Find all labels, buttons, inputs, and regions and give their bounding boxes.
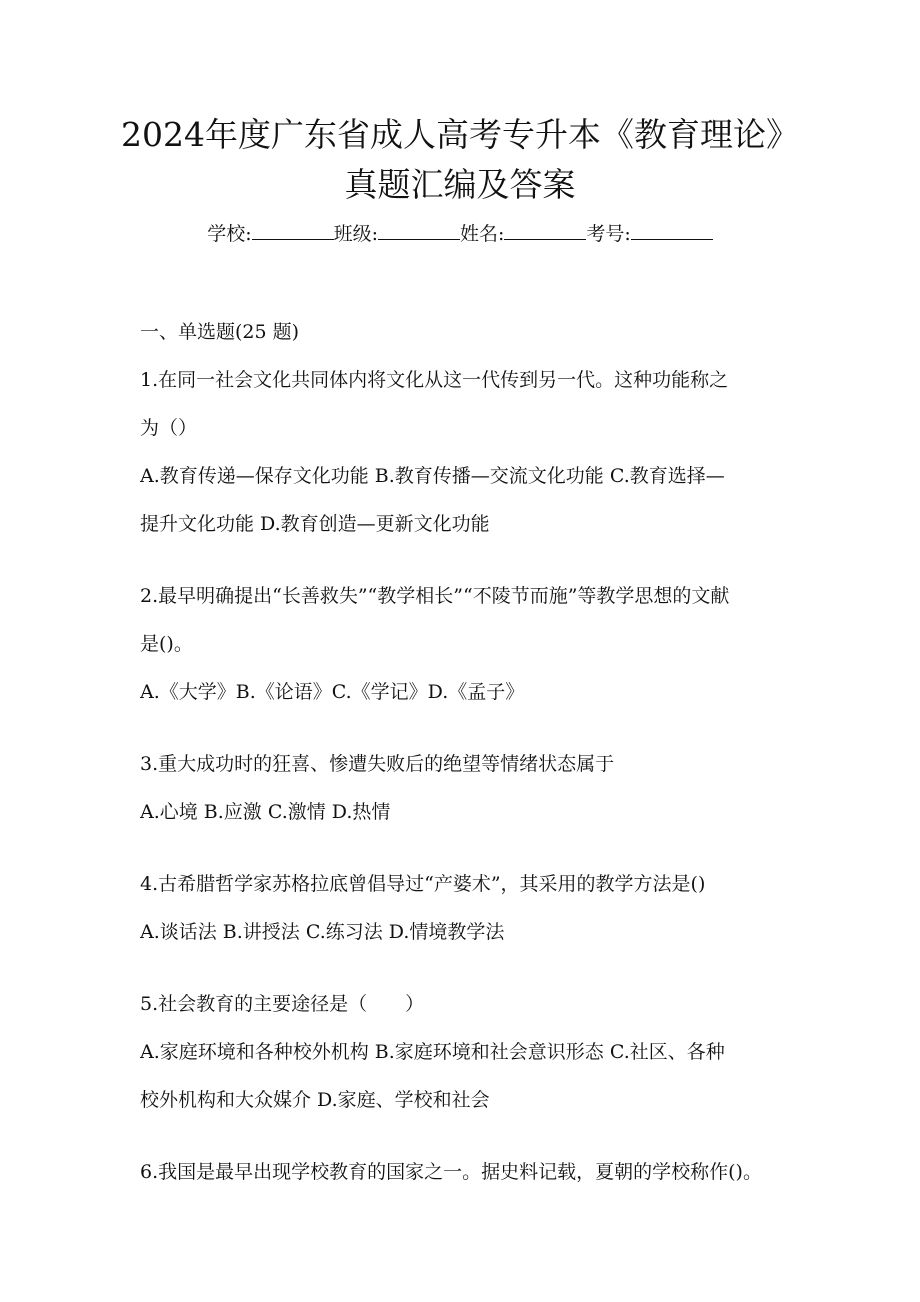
document-title-line-1: 2024年度广东省成人高考专升本《教育理论》	[121, 115, 799, 154]
question-1-options-line-2: 提升文化功能 D.教育创造—更新文化功能	[140, 513, 490, 535]
question-4-options: A.谈话法 B.讲授法 C.练习法 D.情境教学法	[140, 921, 505, 943]
question-1-options-line-1: A.教育传递—保存文化功能 B.教育传播—交流文化功能 C.教育选择—	[140, 465, 725, 487]
name-blank	[504, 221, 586, 240]
question-1-line-1: 1.在同一社会文化共同体内将文化从这一代传到另一代。这种功能称之	[140, 369, 729, 391]
question-3-options: A.心境 B.应激 C.激情 D.热情	[140, 801, 391, 823]
question-6-line-1: 6.我国是最早出现学校教育的国家之一。据史料记载，夏朝的学校称作()。	[140, 1161, 762, 1183]
question-5-options-line-2: 校外机构和大众媒介 D.家庭、学校和社会	[140, 1089, 490, 1111]
school-label: 学校:	[207, 223, 252, 245]
class-blank	[378, 221, 460, 240]
question-3-line-1: 3.重大成功时的狂喜、惨遭失败后的绝望等情绪状态属于	[140, 753, 615, 775]
question-2-options: A.《大学》B.《论语》C.《学记》D.《孟子》	[140, 681, 525, 703]
section-heading: 一、单选题(25 题)	[140, 321, 300, 343]
name-label: 姓名:	[460, 223, 505, 245]
class-label: 班级:	[333, 223, 378, 245]
school-blank	[252, 221, 334, 240]
question-2-line-2: 是()。	[140, 633, 193, 655]
question-4-line-1: 4.古希腊哲学家苏格拉底曾倡导过“产婆术”，其采用的教学方法是()	[140, 873, 706, 895]
exam-number-label: 考号:	[586, 223, 631, 245]
question-5-options-line-1: A.家庭环境和各种校外机构 B.家庭环境和社会意识形态 C.社区、各种	[140, 1041, 725, 1063]
student-info-row	[0, 220, 920, 248]
question-5-line-1: 5.社会教育的主要途径是（ ）	[140, 993, 425, 1015]
question-1-line-2: 为（）	[140, 417, 198, 439]
question-2-line-1: 2.最早明确提出“长善救失”“教学相长”“不陵节而施”等教学思想的文献	[140, 585, 730, 607]
document-title-line-2: 真题汇编及答案	[344, 165, 576, 204]
exam-number-blank	[631, 221, 713, 240]
